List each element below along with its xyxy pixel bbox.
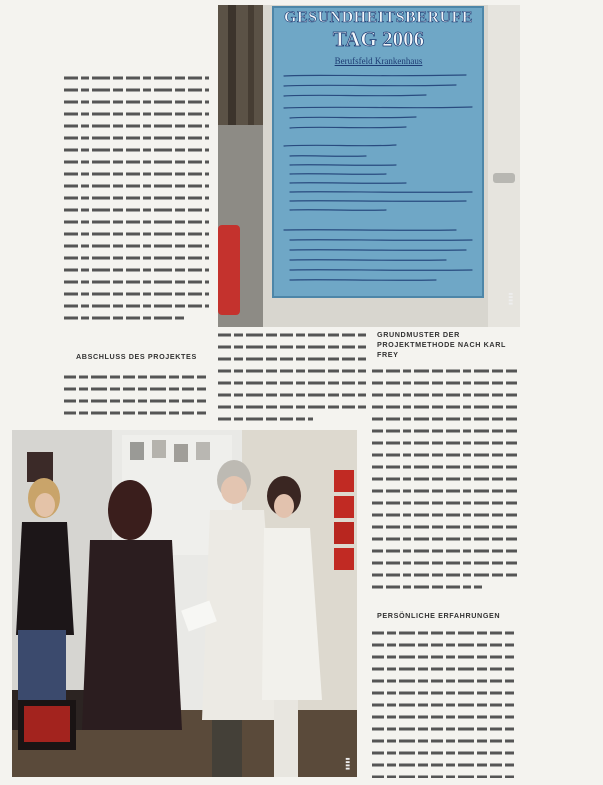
column-left-lower-illegible-text — [64, 372, 209, 422]
column-right-lower-illegible-text — [372, 628, 517, 778]
photo-credit-bottom: ▮▮▮▮ — [345, 756, 351, 770]
poster-photo — [218, 5, 520, 327]
classroom-photo-image — [12, 430, 357, 777]
column-left-text — [64, 73, 209, 331]
poster-title-year: TAG 2006 — [332, 27, 425, 51]
poster-text — [276, 9, 481, 305]
column-right-lower-text — [372, 628, 517, 778]
column-left-lower-text — [64, 372, 209, 422]
classroom-photo — [12, 430, 357, 777]
column-left-illegible-text — [64, 73, 209, 331]
column-right-illegible-text — [372, 366, 517, 598]
photo-credit-top: ▮▮▮▮ — [508, 291, 514, 305]
poster-title: GESUNDHEITSBERUFE — [284, 9, 473, 26]
column-middle-text — [218, 330, 366, 422]
column-right-text — [372, 366, 517, 598]
column-middle-illegible-text — [218, 330, 366, 422]
heading-persoenliche-erfahrungen: PERSÖNLICHE ERFAHRUNGEN — [377, 611, 501, 620]
heading-abschluss: ABSCHLUSS DES PROJEKTES — [76, 352, 197, 361]
poster-handwriting-scribbles — [276, 70, 481, 300]
poster-subtitle: Berufsfeld Krankenhaus — [334, 56, 423, 66]
heading-grundmuster: GRUNDMUSTER DER PROJEKTMETHODE NACH KARL FREY — [377, 330, 506, 359]
